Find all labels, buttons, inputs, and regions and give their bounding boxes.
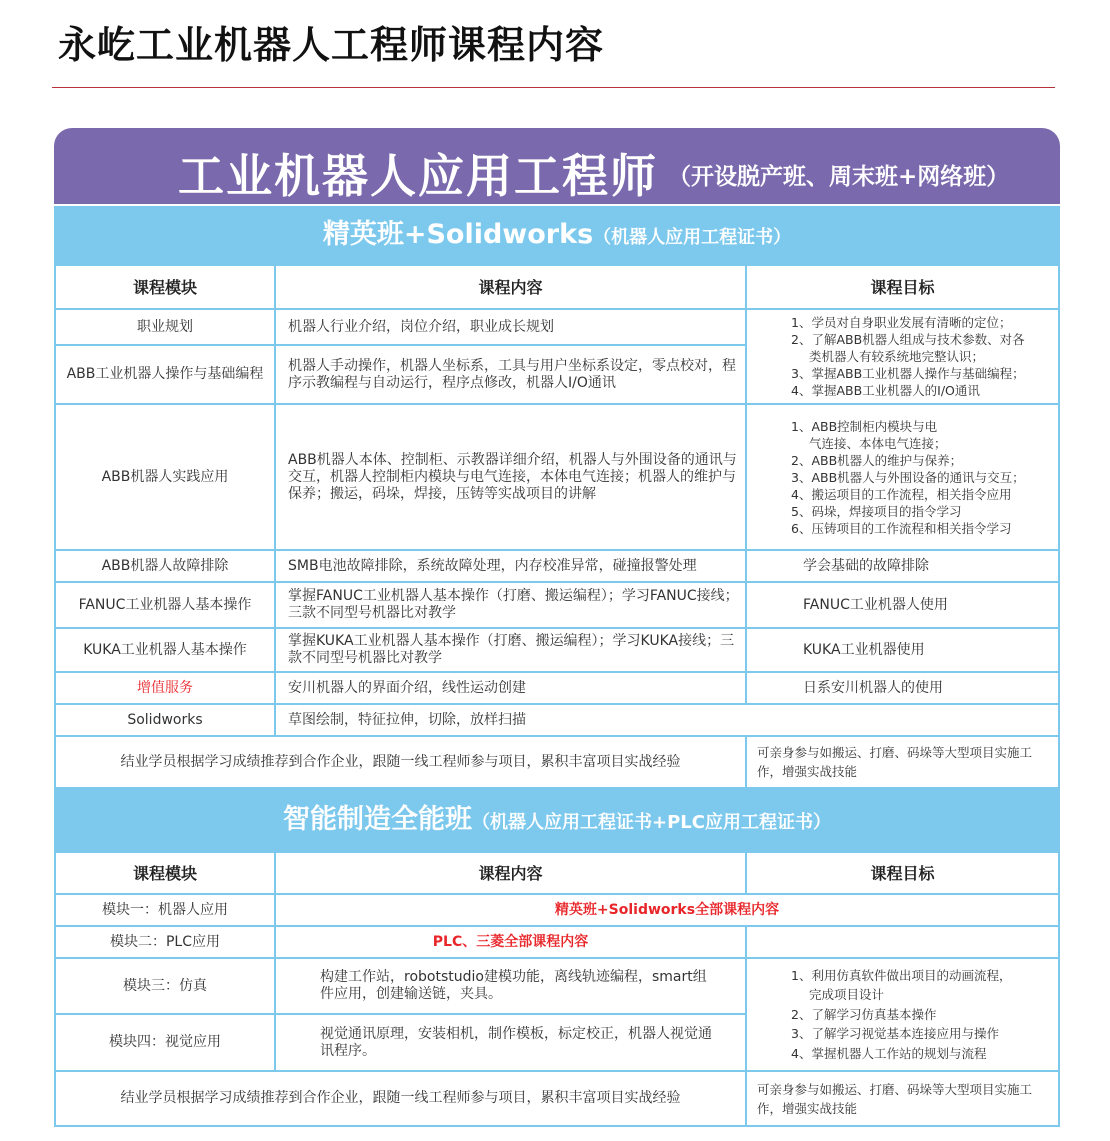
col-header-module: 课程模块 — [56, 266, 274, 308]
section-smart-table — [54, 851, 1060, 1127]
table-row-module: 模块二：PLC应用 — [56, 927, 274, 957]
table-row-module: 模块三：仿真 — [56, 959, 274, 1013]
table-row-content: 掌握KUKA工业机器人基本操作（打磨、搬运编程）；学习KUKA接线；三款不同型号机器比对教学 — [276, 629, 745, 671]
goal-item: 4、搬运项目的工作流程，相关指令应用 — [791, 486, 1012, 502]
goal-item: 类机器人有较系统地完整认识； — [809, 349, 985, 364]
table-row-goal: KUKA工业机器使用 — [747, 629, 1058, 671]
table-row-content: ABB机器人本体、控制柜、示教器详细介绍，机器人与外围设备的通讯与交互，机器人控制柜内模块与电气连接，本体电气连接；机器人的维护与保养；搬运，码垛，焊接，压铸等实战项目的讲解 — [276, 405, 745, 549]
banner-title: 工业机器人应用工程师 — [178, 149, 658, 203]
goal-group-1 — [747, 310, 1058, 403]
table-row-module: FANUC工业机器人基本操作 — [56, 583, 274, 627]
table-row-content: SMB电池故障排除，系统故障处理，内存校准异常，碰撞报警处理 — [276, 551, 745, 581]
goal-group-2 — [747, 405, 1058, 549]
goal-item: 2、ABB机器人的维护与保养； — [791, 452, 963, 468]
table-row-content: 掌握FANUC工业机器人基本操作（打磨、搬运编程）；学习FANUC接线；三款不同型号机器比对教学 — [276, 583, 745, 627]
course-card — [54, 128, 1060, 1127]
section-smart-title: 智能制造全能班 — [283, 804, 473, 835]
table-row-module: Solidworks — [56, 705, 274, 735]
table-row-module: ABB工业机器人操作与基础编程 — [56, 346, 274, 403]
title-divider — [52, 87, 1055, 88]
goal-item: 1、利用仿真软件做出项目的动画流程， — [791, 967, 1012, 983]
goal-item: 3、了解学习视觉基本连接应用与操作 — [791, 1026, 999, 1042]
goal-item: 3、掌握ABB工业机器人操作与基础编程； — [791, 366, 1025, 381]
table-row-module: KUKA工业机器人基本操作 — [56, 629, 274, 671]
goal-item: 1、ABB控制柜内模块与电 — [791, 418, 938, 434]
table-row-module-highlight: 增值服务 — [56, 673, 274, 703]
section-smart-subtitle: （机器人应用工程证书+PLC应用工程证书） — [472, 812, 831, 833]
page-title: 永屹工业机器人工程师课程内容 — [58, 23, 605, 67]
empty-goal-cell — [747, 927, 1058, 957]
col-header-goal: 课程目标 — [747, 853, 1058, 893]
table-row-content: 安川机器人的界面介绍，线性运动创建 — [276, 673, 745, 703]
section-smart-header — [54, 789, 1060, 851]
section-smart-footer-right: 可亲身参与如搬运、打磨、码垛等大型项目实施工作，增强实战技能 — [747, 1072, 1058, 1125]
goal-item: 6、压铸项目的工作流程和相关指令学习 — [791, 520, 1012, 536]
goal-item: 5、码垛，焊接项目的指令学习 — [791, 503, 962, 519]
section-elite-footer-right: 可亲身参与如搬运、打磨、码垛等大型项目实施工作，增强实战技能 — [747, 737, 1058, 787]
col-header-goal: 课程目标 — [747, 266, 1058, 308]
goal-item: 4、掌握ABB工业机器人的I/O通讯 — [791, 383, 980, 398]
goal-item: 1、学员对自身职业发展有清晰的定位； — [791, 315, 1012, 330]
table-row-content-highlight: PLC、三菱全部课程内容 — [276, 927, 745, 957]
table-row-goal: 日系安川机器人的使用 — [747, 673, 1058, 703]
table-row-content-highlight: 精英班+Solidworks全部课程内容 — [276, 895, 1058, 925]
goal-item: 完成项目设计 — [809, 987, 885, 1003]
table-row-module: ABB机器人故障排除 — [56, 551, 274, 581]
course-banner — [54, 128, 1060, 204]
table-row-content: 构建工作站，robotstudio建模功能，离线轨迹编程，smart组件应用，创建输送链，夹具。 — [276, 959, 745, 1013]
table-row-goal: 学会基础的故障排除 — [747, 551, 1058, 581]
goal-item: 2、了解ABB机器人组成与技术参数、对各 — [791, 332, 1025, 347]
table-row-module: 职业规划 — [56, 310, 274, 344]
table-row-content: 视觉通讯原理，安装相机，制作模板，标定校正，机器人视觉通讯程序。 — [276, 1015, 745, 1070]
table-row-content: 机器人行业介绍，岗位介绍，职业成长规划 — [276, 310, 745, 344]
banner-subtitle: （开设脱产班、周末班+网络班） — [668, 164, 1010, 190]
section-elite-table — [54, 264, 1060, 789]
section-elite-title: 精英班+Solidworks — [322, 219, 594, 250]
table-row-module: 模块四：视觉应用 — [56, 1015, 274, 1070]
table-row-content: 机器人手动操作，机器人坐标系，工具与用户坐标系设定，零点校对，程序示教编程与自动运行，程序点修改，机器人I/O通讯 — [276, 346, 745, 403]
goal-item: 气连接、本体电气连接； — [809, 435, 947, 451]
goal-item: 2、了解学习仿真基本操作 — [791, 1006, 937, 1022]
goal-item: 4、掌握机器人工作站的规划与流程 — [791, 1045, 987, 1061]
table-row-content: 草图绘制，特征拉伸，切除，放样扫描 — [276, 705, 1058, 735]
table-row-module: 模块一：机器人应用 — [56, 895, 274, 925]
col-header-content: 课程内容 — [276, 266, 745, 308]
goal-item: 3、ABB机器人与外围设备的通讯与交互； — [791, 469, 1025, 485]
section-elite-header — [54, 206, 1060, 264]
col-header-module: 课程模块 — [56, 853, 274, 893]
section-elite-subtitle: （机器人应用工程证书） — [593, 227, 792, 248]
col-header-content: 课程内容 — [276, 853, 745, 893]
section-elite-footer-left: 结业学员根据学习成绩推荐到合作企业，跟随一线工程师参与项目，累积丰富项目实战经验 — [56, 737, 745, 787]
goal-group-3 — [747, 959, 1058, 1070]
table-row-module: ABB机器人实践应用 — [56, 405, 274, 549]
section-smart-footer-left: 结业学员根据学习成绩推荐到合作企业，跟随一线工程师参与项目，累积丰富项目实战经验 — [56, 1072, 745, 1125]
table-row-goal: FANUC工业机器人使用 — [747, 583, 1058, 627]
